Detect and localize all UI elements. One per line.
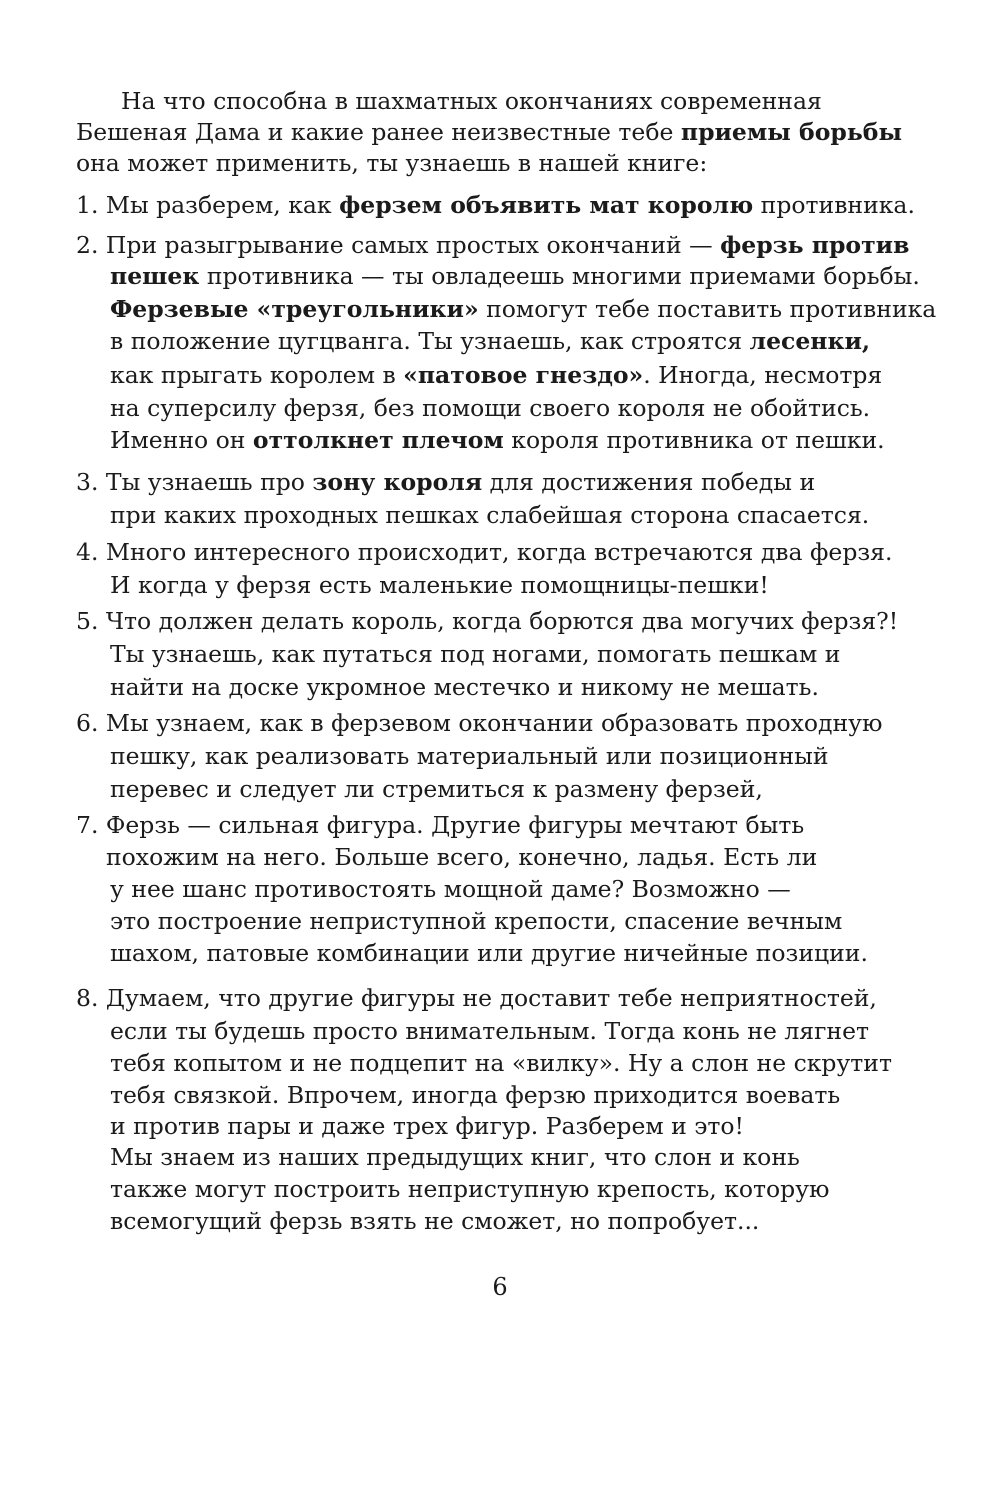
text-line <box>76 148 707 178</box>
text-run: у нее шанс противостоять мощной даме? Возможно — <box>110 875 791 903</box>
bold-phrase: оттолкнет плечом <box>252 426 504 454</box>
text-line <box>76 810 804 840</box>
text-line <box>76 983 877 1013</box>
text-line <box>110 1080 840 1110</box>
text-run: на суперсилу ферзя, без помощи своего короля не обойтись. <box>110 394 871 422</box>
text-run: Именно он <box>110 426 253 454</box>
text-run: это построение неприступной крепости, спасение вечным <box>110 907 843 935</box>
text-line <box>110 774 763 804</box>
text-line <box>110 741 829 771</box>
text-line <box>110 639 840 669</box>
text-run: короля противника от пешки. <box>503 426 885 454</box>
text-line <box>76 117 902 147</box>
text-run: также могут построить неприступную крепость, которую <box>110 1175 830 1203</box>
text-line <box>110 874 791 904</box>
bold-phrase: зону короля <box>312 468 483 496</box>
text-line <box>76 230 909 260</box>
text-run: 6. Мы узнаем, как в ферзевом окончании образовать проходную <box>76 709 883 737</box>
text-run: пешку, как реализовать материальный или позиционный <box>110 742 829 770</box>
page-number: 6 <box>492 1273 508 1301</box>
text-line <box>110 672 819 702</box>
text-line <box>110 294 936 324</box>
text-line <box>110 1111 744 1141</box>
text-line <box>76 190 915 220</box>
text-run: 4. Много интересного происходит, когда встречаются два ферзя. <box>76 538 893 566</box>
text-line <box>110 1206 759 1236</box>
text-line <box>106 842 817 872</box>
bold-phrase: лесенки, <box>749 327 871 355</box>
text-line <box>110 1048 892 1078</box>
text-run: 2. При разыгрывание самых простых окончаний — <box>76 231 721 259</box>
text-run: Мы знаем из наших предыдущих книг, что слон и конь <box>110 1143 800 1171</box>
text-run: она может применить, ты узнаешь в нашей книге: <box>76 149 708 177</box>
text-run: тебя копытом и не подцепит на «вилку». Ну а слон не скрутит <box>110 1049 892 1077</box>
text-run: противника — ты овладеешь многими приемами борьбы. <box>199 262 920 290</box>
text-line <box>121 86 822 116</box>
text-run: помогут тебе поставить противника <box>478 295 937 323</box>
text-run: похожим на него. Больше всего, конечно, ладья. Есть ли <box>106 843 818 871</box>
text-run: перевес и следует ли стремиться к размену ферзей, <box>110 775 763 803</box>
bold-phrase: приемы борьбы <box>680 118 903 146</box>
text-line <box>110 360 882 390</box>
text-run: для достижения победы и <box>482 468 816 496</box>
text-run: найти на доске укромное местечко и никому не мешать. <box>110 673 819 701</box>
text-run: в положение цугцванга. Ты узнаешь, как строятся <box>110 327 750 355</box>
text-line <box>76 467 815 497</box>
text-line <box>110 1174 830 1204</box>
text-run: 1. Мы разберем, как <box>76 191 340 219</box>
text-run: На что способна в шахматных окончаниях современная <box>121 87 822 115</box>
text-run: тебя связкой. Впрочем, иногда ферзю приходится воевать <box>110 1081 841 1109</box>
text-run: шахом, патовые комбинации или другие ничейные позиции. <box>110 939 868 967</box>
text-run: противника. <box>753 191 915 219</box>
text-line <box>76 606 898 636</box>
text-line <box>110 326 870 356</box>
bold-phrase: ферзь против <box>720 231 910 259</box>
bold-phrase: ферзем объявить мат королю <box>339 191 754 219</box>
text-line <box>110 1142 800 1172</box>
text-line <box>110 425 885 455</box>
text-line <box>110 938 868 968</box>
text-run: Ты узнаешь, как путаться под ногами, помогать пешкам и <box>110 640 841 668</box>
text-line <box>110 570 769 600</box>
text-run: если ты будешь просто внимательным. Тогда конь не лягнет <box>110 1017 869 1045</box>
text-line <box>110 906 842 936</box>
text-run: всемогущий ферзь взять не сможет, но попробует... <box>110 1207 760 1235</box>
text-line <box>110 393 870 423</box>
text-line <box>76 537 892 567</box>
text-run: 8. Думаем, что другие фигуры не доставит тебе неприятностей, <box>76 984 877 1012</box>
text-line <box>76 708 882 738</box>
text-run: Бешеная Дама и какие ранее неизвестные тебе <box>76 118 681 146</box>
text-line <box>110 261 920 291</box>
text-run: И когда у ферзя есть маленькие помощницы-пешки! <box>110 571 769 599</box>
text-run: 7. Ферзь — сильная фигура. Другие фигуры мечтают быть <box>76 811 805 839</box>
text-run: при каких проходных пешках слабейшая сторона спасается. <box>110 501 870 529</box>
text-run: . Иногда, несмотря <box>643 361 883 389</box>
bold-phrase: Ферзевые «треугольники» <box>110 295 479 323</box>
bold-phrase: пешек <box>110 262 200 290</box>
text-line <box>110 1016 869 1046</box>
bold-phrase: «патовое гнездо» <box>403 361 644 389</box>
text-run: как прыгать королем в <box>110 361 404 389</box>
text-run: 5. Что должен делать король, когда борются два могучих ферзя?! <box>76 607 899 635</box>
text-run: и против пары и даже трех фигур. Разберем и это! <box>110 1112 744 1140</box>
text-run: 3. Ты узнаешь про <box>76 468 313 496</box>
text-line <box>110 500 869 530</box>
